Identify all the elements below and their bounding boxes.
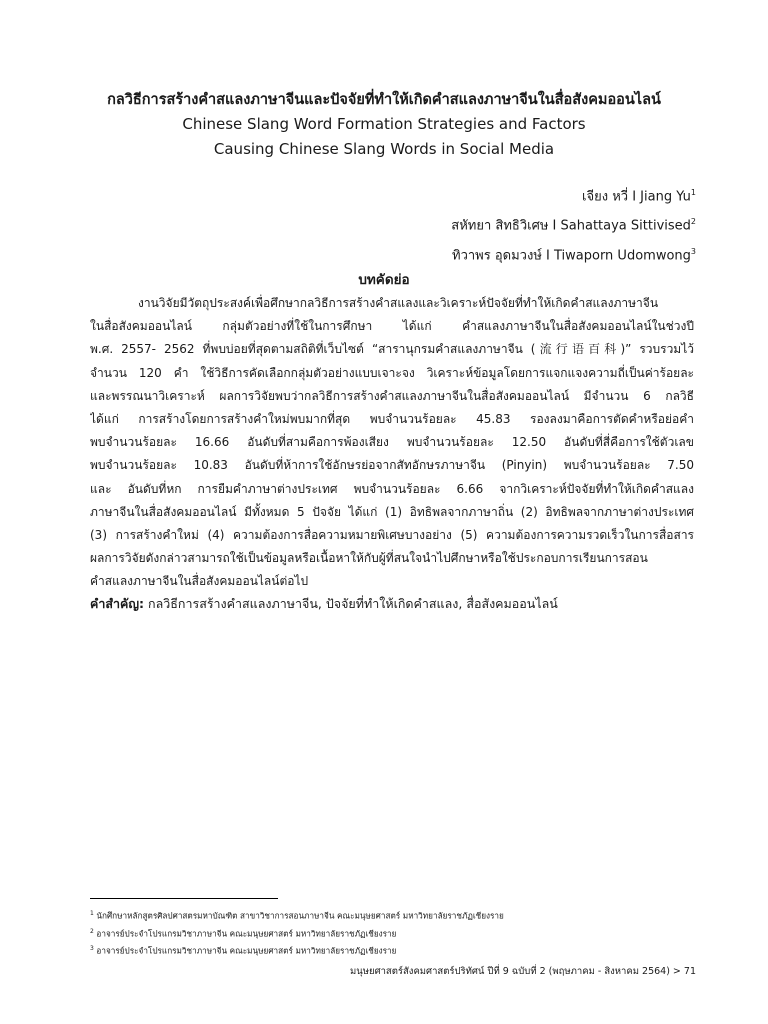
author-name: สหัทยา สิทธิวิเศษ I Sahattaya Sittivised: [451, 218, 691, 234]
abstract-line: พ.ศ. 2557- 2562 ที่พบบ่อยที่สุดตามสถิติที่เว็บไซต์ “สารานุกรมคำสแลงภาษาจีน (流行语百科)” รวบรวมไว้: [90, 342, 694, 357]
footnote-number: 1: [90, 910, 94, 917]
abstract-line: จำนวน 120 คำ ใช้วิธีการคัดเลือกกลุ่มตัวอย่างแบบเจาะจง วิเคราะห์ข้อมูลโดยการแจกแจงความถี่เป็นค่าร้อยละ: [90, 365, 694, 380]
footnote-number: 3: [90, 945, 94, 953]
footnote-text: นักศึกษาหลักสูตรศิลปศาสตรมหาบัณฑิต สาขาวิชาการสอนภาษาจีน คณะมนุษยศาสตร์ มหาวิทยาลัยราชภัฏเชียงราย: [93, 910, 504, 921]
abstract-body: [90, 292, 694, 594]
running-footer: มนุษยศาสตร์สังคมศาสตร์ปริทัศน์ ปีที่ 9 ฉบับที่ 2 (พฤษภาคม - สิงหาคม 2564) > 71: [349, 966, 696, 977]
abstract-line: ได้แก่ การสร้างโดยการสร้างคำใหม่พบมากที่สุด พบจำนวนร้อยละ 45.83 รองลงมาคือการตัดคำหรือย่อคำ: [90, 412, 694, 427]
abstract-line: พบจำนวนร้อยละ 16.66 อันดับที่สามคือการพ้องเสียง พบจำนวนร้อยละ 12.50 อันดับที่สี่คือการใช้ตัวเลข: [90, 435, 694, 450]
title-english-line1: Chinese Slang Word Formation Strategies and Factors: [182, 115, 586, 133]
author-note-ref: 3: [690, 246, 696, 256]
title-thai: กลวิธีการสร้างคำสแลงภาษาจีนและปัจจัยที่ทำให้เกิดคำสแลงภาษาจีนในสื่อสังคมออนไลน์: [107, 92, 661, 108]
abstract-line: และ อันดับที่หก การยืมคำภาษาต่างประเทศ พบจำนวนร้อยละ 6.66 จากวิเคราะห์ปัจจัยที่ทำให้เกิดคำสแลง: [90, 481, 694, 496]
abstract-line: งานวิจัยมีวัตถุประสงค์เพื่อศึกษากลวิธีการสร้างคำสแลงและวิเคราะห์ปัจจัยที่ทำให้เกิดคำสแลงภาษาจีน: [138, 296, 659, 310]
abstract-line: (3) การสร้างคำใหม่ (4) ความต้องการสื่อความหมายพิเศษบางอย่าง (5) ความต้องการความรวดเร็วในการสื่อสาร: [90, 528, 694, 543]
abstract-line: พบจำนวนร้อยละ 10.83 อันดับที่ห้าการใช้อักษรย่อจากสัทอักษรภาษาจีน (Pinyin) พบจำนวนร้อยละ 7.50: [90, 458, 694, 473]
abstract-line: ภาษาจีนในสื่อสังคมออนไลน์ มีทั้งหมด 5 ปัจจัย ได้แก่ (1) อิทธิพลจากภาษาถิ่น (2) อิทธิพลจากภาษาต่างประเทศ: [90, 504, 694, 519]
abstract-heading: บทคัดย่อ: [358, 272, 410, 288]
footnote-text: อาจารย์ประจำโปรแกรมวิชาภาษาจีน คณะมนุษยศาสตร์ มหาวิทยาลัยราชภัฏเชียงราย: [93, 928, 397, 939]
author-name: เจียง หวี่ I Jiang Yu: [582, 189, 691, 205]
footnotes: [90, 906, 710, 959]
footnote-1: [90, 906, 710, 924]
footnote-3: [90, 941, 710, 959]
author-3: [451, 239, 696, 268]
author-list: [451, 180, 696, 268]
footnote-text: อาจารย์ประจำโปรแกรมวิชาภาษาจีน คณะมนุษยศาสตร์ มหาวิทยาลัยราชภัฏเชียงราย: [93, 946, 397, 957]
author-2: [451, 209, 696, 238]
footnote-2: [90, 924, 710, 942]
abstract-line: ในสื่อสังคมออนไลน์ กลุ่มตัวอย่างที่ใช้ในการศึกษา ได้แก่ คำสแลงภาษาจีนในสื่อสังคมออนไลน์ในช่วงปี: [90, 319, 694, 334]
author-name: ทิวาพร อุดมวงษ์ I Tiwaporn Udomwong: [452, 247, 691, 263]
author-note-ref: 2: [690, 217, 696, 227]
keywords: [90, 594, 694, 614]
abstract-line: คำสแลงภาษาจีนในสื่อสังคมออนไลน์ต่อไป: [90, 574, 309, 589]
footnote-number: 2: [90, 927, 94, 935]
abstract-line: และพรรณนาวิเคราะห์ ผลการวิจัยพบว่ากลวิธีการสร้างคำสแลงภาษาจีนในสื่อสังคมออนไลน์ มีจำนวน 6 กลวิธี: [90, 388, 694, 403]
title-english-line2: Causing Chinese Slang Words in Social Media: [213, 140, 555, 158]
author-note-ref: 1: [690, 188, 696, 197]
abstract-line: ผลการวิจัยดังกล่าวสามารถใช้เป็นข้อมูลหรือเนื้อหาให้กับผู้ที่สนใจนำไปศึกษาหรือใช้ประกอบการเรียนการสอน: [90, 551, 648, 566]
footnote-divider: [90, 898, 278, 899]
keywords-text: กลวิธีการสร้างคำสแลงภาษาจีน, ปัจจัยที่ทำให้เกิดคำสแลง, สื่อสังคมออนไลน์: [144, 596, 558, 611]
author-1: [451, 180, 696, 209]
title-block: [60, 88, 708, 162]
keywords-label: คำสำคัญ:: [90, 596, 145, 611]
